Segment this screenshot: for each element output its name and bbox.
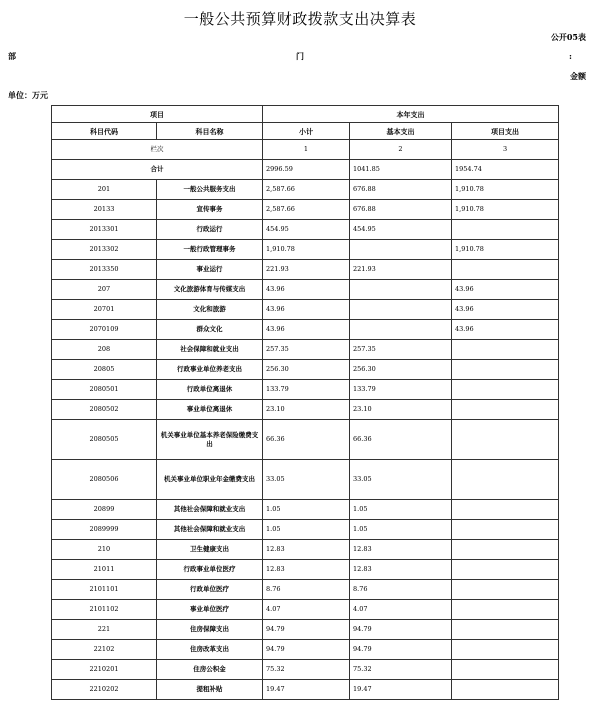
- subject-code: 2101102: [52, 600, 157, 620]
- basic-value: 676.88: [350, 180, 452, 200]
- basic-value: 1.05: [350, 500, 452, 520]
- table-row: [52, 580, 559, 600]
- subtotal-value: 94.79: [263, 640, 350, 660]
- subtotal-value: 43.96: [263, 280, 350, 300]
- subtotal-value: 2,587.66: [263, 180, 350, 200]
- table-row: [52, 660, 559, 680]
- basic-value: 94.79: [350, 620, 452, 640]
- basic-value: [350, 300, 452, 320]
- basic-value: 12.83: [350, 560, 452, 580]
- project-value: [452, 620, 559, 640]
- total-subtotal: 2996.59: [263, 160, 350, 180]
- subject-code: 20899: [52, 500, 157, 520]
- project-value: 43.96: [452, 300, 559, 320]
- project-value: [452, 640, 559, 660]
- table-row: [52, 620, 559, 640]
- basic-value: 75.32: [350, 660, 452, 680]
- basic-value: 1.05: [350, 520, 452, 540]
- project-value: [452, 360, 559, 380]
- table-row: [52, 680, 559, 700]
- subject-name: 一般公共服务支出: [157, 180, 263, 200]
- basic-value: 4.07: [350, 600, 452, 620]
- subject-code: 2080506: [52, 460, 157, 500]
- project-value: [452, 460, 559, 500]
- subject-name: 一般行政管理事务: [157, 240, 263, 260]
- subject-name: 事业单位离退休: [157, 400, 263, 420]
- project-value: [452, 380, 559, 400]
- basic-value: 12.83: [350, 540, 452, 560]
- table-row: [52, 340, 559, 360]
- subject-code: 2013302: [52, 240, 157, 260]
- column-index-label: 栏次: [52, 140, 263, 160]
- subject-name: 事业单位医疗: [157, 600, 263, 620]
- subtotal-value: 133.79: [263, 380, 350, 400]
- subtotal-value: 257.35: [263, 340, 350, 360]
- subject-name: 行政单位离退休: [157, 380, 263, 400]
- basic-value: 676.88: [350, 200, 452, 220]
- report-title: 一般公共预算财政拨款支出决算表: [183, 10, 417, 28]
- subtotal-value: 43.96: [263, 300, 350, 320]
- column-index-1: 1: [263, 140, 350, 160]
- subject-code: 2101101: [52, 580, 157, 600]
- subject-name: 其他社会保障和就业支出: [157, 500, 263, 520]
- subtotal-value: 1,910.78: [263, 240, 350, 260]
- subject-code: 2080501: [52, 380, 157, 400]
- table-row: [52, 640, 559, 660]
- table-row: [52, 560, 559, 580]
- table-row: [52, 500, 559, 520]
- basic-value: 454.95: [350, 220, 452, 240]
- project-value: [452, 560, 559, 580]
- subtotal-value: 256.30: [263, 360, 350, 380]
- subtotal-value: 2,587.66: [263, 200, 350, 220]
- subject-code: 20805: [52, 360, 157, 380]
- project-value: [452, 340, 559, 360]
- project-value: 43.96: [452, 320, 559, 340]
- subtotal-value: 94.79: [263, 620, 350, 640]
- subject-name: 行政运行: [157, 220, 263, 240]
- subject-code: 2013301: [52, 220, 157, 240]
- basic-value: [350, 280, 452, 300]
- total-basic: 1041.85: [350, 160, 452, 180]
- basic-value: 66.36: [350, 420, 452, 460]
- subject-name: 文化和旅游: [157, 300, 263, 320]
- basic-value: 19.47: [350, 680, 452, 700]
- project-value: [452, 400, 559, 420]
- table-row: [52, 460, 559, 500]
- subtotal-value: 221.93: [263, 260, 350, 280]
- project-value: [452, 660, 559, 680]
- project-value: [452, 260, 559, 280]
- table-row: [52, 600, 559, 620]
- table-row: [52, 540, 559, 560]
- subject-code: 22102: [52, 640, 157, 660]
- subtotal-value: 19.47: [263, 680, 350, 700]
- subject-name: 宣传事务: [157, 200, 263, 220]
- table-row: [52, 220, 559, 240]
- header-code: 科目代码: [52, 123, 157, 140]
- subtotal-value: 23.10: [263, 400, 350, 420]
- project-value: [452, 600, 559, 620]
- subtotal-value: 4.07: [263, 600, 350, 620]
- header-row-group: [52, 106, 559, 123]
- subtotal-value: 8.76: [263, 580, 350, 600]
- header-project-expense: 项目支出: [452, 123, 559, 140]
- project-value: [452, 420, 559, 460]
- subject-code: 2089999: [52, 520, 157, 540]
- header-subtotal: 小计: [263, 123, 350, 140]
- header-name: 科目名称: [157, 123, 263, 140]
- header-project: 项目: [52, 106, 263, 123]
- subject-name: 行政事业单位医疗: [157, 560, 263, 580]
- project-value: 1,910.78: [452, 200, 559, 220]
- table-row: [52, 520, 559, 540]
- basic-value: [350, 240, 452, 260]
- subtotal-value: 12.83: [263, 540, 350, 560]
- subject-name: 住房改革支出: [157, 640, 263, 660]
- subject-code: 2013350: [52, 260, 157, 280]
- table-row: [52, 260, 559, 280]
- subject-name: 群众文化: [157, 320, 263, 340]
- form-code: 公开05表: [550, 32, 586, 42]
- table-row: [52, 420, 559, 460]
- table-row: [52, 320, 559, 340]
- subject-code: 2210202: [52, 680, 157, 700]
- table-row: [52, 360, 559, 380]
- subject-name: 其他社会保障和就业支出: [157, 520, 263, 540]
- header-current-year: 本年支出: [263, 106, 559, 123]
- subject-code: 2080505: [52, 420, 157, 460]
- subject-code: 207: [52, 280, 157, 300]
- total-project: 1954.74: [452, 160, 559, 180]
- subject-name: 提租补贴: [157, 680, 263, 700]
- subject-name: 住房保障支出: [157, 620, 263, 640]
- basic-value: 257.35: [350, 340, 452, 360]
- total-row: [52, 160, 559, 180]
- subject-code: 201: [52, 180, 157, 200]
- department-label: 部: [8, 51, 16, 61]
- column-index-3: 3: [452, 140, 559, 160]
- basic-value: 8.76: [350, 580, 452, 600]
- subject-code: 2080502: [52, 400, 157, 420]
- table-row: [52, 400, 559, 420]
- project-value: 1,910.78: [452, 180, 559, 200]
- basic-value: 133.79: [350, 380, 452, 400]
- subject-code: 20701: [52, 300, 157, 320]
- subtotal-value: 66.36: [263, 420, 350, 460]
- header-basic: 基本支出: [350, 123, 452, 140]
- subtotal-value: 75.32: [263, 660, 350, 680]
- basic-value: 221.93: [350, 260, 452, 280]
- subject-name: 卫生健康支出: [157, 540, 263, 560]
- subject-code: 208: [52, 340, 157, 360]
- subject-name: 住房公积金: [157, 660, 263, 680]
- subtotal-value: 12.83: [263, 560, 350, 580]
- project-value: [452, 500, 559, 520]
- column-index-row: [52, 140, 559, 160]
- department-label-mid: 门: [296, 51, 304, 61]
- unit-label: 单位：万元: [8, 90, 48, 100]
- subtotal-value: 1.05: [263, 500, 350, 520]
- table-row: [52, 240, 559, 260]
- subtotal-value: 33.05: [263, 460, 350, 500]
- table-row: [52, 380, 559, 400]
- subject-name: 事业运行: [157, 260, 263, 280]
- basic-value: 33.05: [350, 460, 452, 500]
- project-value: 1,910.78: [452, 240, 559, 260]
- basic-value: 256.30: [350, 360, 452, 380]
- project-value: [452, 540, 559, 560]
- project-value: [452, 220, 559, 240]
- project-value: [452, 520, 559, 540]
- project-value: 43.96: [452, 280, 559, 300]
- subtotal-value: 1.05: [263, 520, 350, 540]
- table-row: [52, 180, 559, 200]
- basic-value: 23.10: [350, 400, 452, 420]
- subject-code: 2070109: [52, 320, 157, 340]
- subject-code: 20133: [52, 200, 157, 220]
- column-index-2: 2: [350, 140, 452, 160]
- table-row: [52, 300, 559, 320]
- subject-name: 机关事业单位基本养老保险缴费支出: [157, 420, 263, 460]
- subject-name: 社会保障和就业支出: [157, 340, 263, 360]
- subject-name: 机关事业单位职业年金缴费支出: [157, 460, 263, 500]
- project-value: [452, 680, 559, 700]
- total-label: 合计: [52, 160, 263, 180]
- subject-code: 210: [52, 540, 157, 560]
- basic-value: 94.79: [350, 640, 452, 660]
- subject-code: 221: [52, 620, 157, 640]
- subject-name: 行政事业单位养老支出: [157, 360, 263, 380]
- subject-code: 21011: [52, 560, 157, 580]
- expenditure-table: [51, 105, 559, 700]
- subtotal-value: 43.96: [263, 320, 350, 340]
- basic-value: [350, 320, 452, 340]
- header-row-columns: [52, 123, 559, 140]
- subject-code: 2210201: [52, 660, 157, 680]
- amount-label: 金额: [570, 71, 586, 81]
- subtotal-value: 454.95: [263, 220, 350, 240]
- table-row: [52, 200, 559, 220]
- table-row: [52, 280, 559, 300]
- subject-name: 行政单位医疗: [157, 580, 263, 600]
- table-body: [52, 106, 559, 700]
- project-value: [452, 580, 559, 600]
- subject-name: 文化旅游体育与传媒支出: [157, 280, 263, 300]
- department-colon: :: [569, 51, 572, 61]
